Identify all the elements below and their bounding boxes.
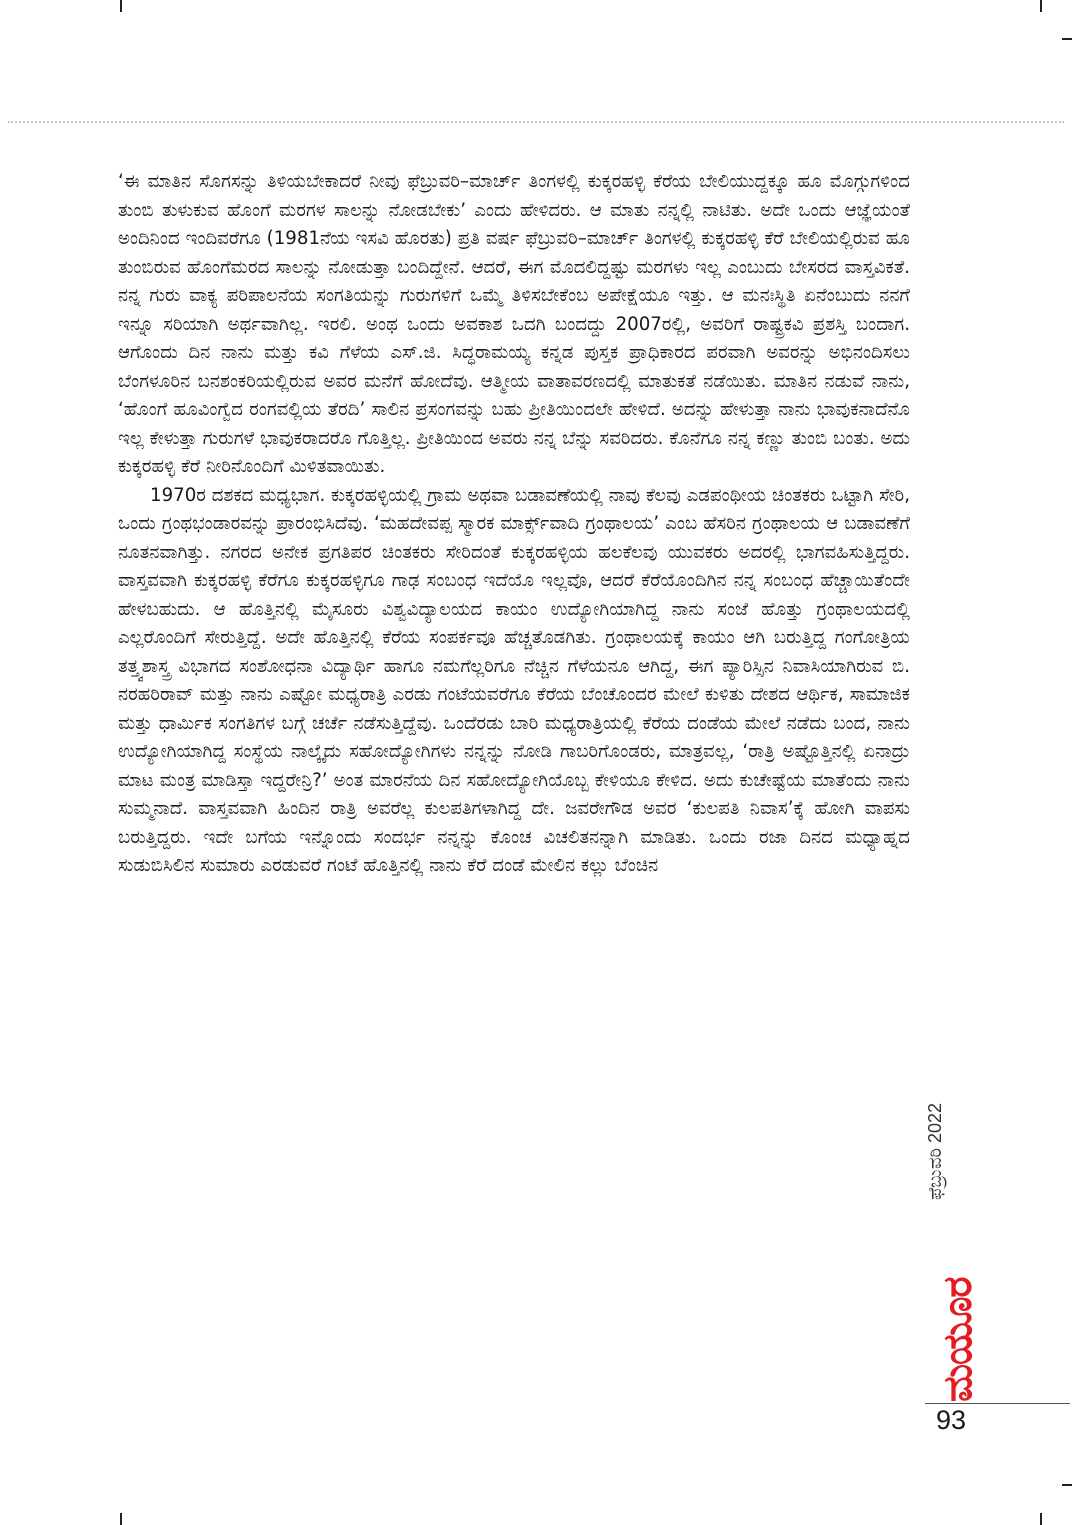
crop-mark-top-right (1040, 0, 1042, 12)
page-number: 93 (936, 1405, 967, 1435)
crop-mark-top-left (120, 0, 122, 12)
header-dotted-rule (8, 121, 1064, 123)
crop-mark-right-upper (1062, 38, 1072, 40)
crop-mark-bottom-right (1040, 1513, 1042, 1525)
article-paragraph: ‘ಈ ಮಾತಿನ ಸೊಗಸನ್ನು ತಿಳಿಯಬೇಕಾದರೆ ನೀವು ಫೆಬ್ರುವರಿ–ಮಾರ್ಚ್ ತಿಂಗಳಲ್ಲಿ ಕುಕ್ಕರಹಳ್ಳಿ ಕೆರೆಯ ಬೇಲಿಯುದ್ದಕ್ಕೂ ಹೂ ಮೊಗ್ಗುಗಳಿಂದ ತುಂಬಿ ತುಳುಕುವ ಹೊಂಗೆ ಮರಗಳ ಸಾಲನ್ನು ನೋಡಬೇಕು’ ಎಂದು ಹೇಳಿದರು. ಆ ಮಾತು ನನ್ನಲ್ಲಿ ನಾಟಿತು. ಅದೇ ಒಂದು ಆಜ್ಞೆಯಂತೆ ಅಂದಿನಿಂದ ಇಂದಿವರೆಗೂ (1981ನೆಯ ಇಸವಿ ಹೊರತು) ಪ್ರತಿ ವರ್ಷ ಫೆಬ್ರುವರಿ–ಮಾರ್ಚ್ ತಿಂಗಳಲ್ಲಿ ಕುಕ್ಕರಹಳ್ಳಿ ಕೆರೆ ಬೇಲಿಯಲ್ಲಿರುವ ಹೂ ತುಂಬಿರುವ ಹೊಂಗೆಮರದ ಸಾಲನ್ನು ನೋಡುತ್ತಾ ಬಂದಿದ್ದೇನೆ. ಆದರೆ, ಈಗ ಮೊದಲಿದ್ದಷ್ಟು ಮರಗಳು ಇಲ್ಲ ಎಂಬುದು ಬೇಸರದ ವಾಸ್ತವಿಕತೆ. ನನ್ನ ಗುರು ವಾಕ್ಯ ಪರಿಪಾಲನೆಯ ಸಂಗತಿಯನ್ನು ಗುರುಗಳಿಗೆ ಒಮ್ಮೆ ತಿಳಿಸಬೇಕೆಂಬ ಅಪೇಕ್ಷೆಯೂ ಇತ್ತು. ಆ ಮನಃಸ್ಥಿತಿ ಏನೆಂಬುದು ನನಗೆ ಇನ್ನೂ ಸರಿಯಾಗಿ ಅರ್ಥವಾಗಿಲ್ಲ. ಇರಲಿ. ಅಂಥ ಒಂದು ಅವಕಾಶ ಒದಗಿ ಬಂದದ್ದು 2007ರಲ್ಲಿ, ಅವರಿಗೆ ರಾಷ್ಟ್ರಕವಿ ಪ್ರಶಸ್ತಿ ಬಂದಾಗ. ಆಗೊಂದು ದಿನ ನಾನು ಮತ್ತು ಕವಿ ಗೆಳೆಯ ಎಸ್.ಜಿ. ಸಿದ್ಧರಾಮಯ್ಯ ಕನ್ನಡ ಪುಸ್ತಕ ಪ್ರಾಧಿಕಾರದ ಪರವಾಗಿ ಅವರನ್ನು ಅಭಿನಂದಿಸಲು ಬೆಂಗಳೂರಿನ ಬನಶಂಕರಿಯಲ್ಲಿರುವ ಅವರ ಮನೆಗೆ ಹೋದೆವು. ಆತ್ಮೀಯ ವಾತಾವರಣದಲ್ಲಿ ಮಾತುಕತೆ ನಡೆಯಿತು. ಮಾತಿನ ನಡುವೆ ನಾನು, ‘ಹೊಂಗೆ ಹೂವಿಂಗ್ವೆದ ರಂಗವಲ್ಲಿಯ ತೆರದಿ’ ಸಾಲಿನ ಪ್ರಸಂಗವನ್ನು ಬಹು ಪ್ರೀತಿಯಿಂದಲೇ ಹೇಳಿದೆ. ಅದನ್ನು ಹೇಳುತ್ತಾ ನಾನು ಭಾವುಕನಾದೆನೊ ಇಲ್ಲ ಕೇಳುತ್ತಾ ಗುರುಗಳೆ ಭಾವುಕರಾದರೊ ಗೊತ್ತಿಲ್ಲ. ಪ್ರೀತಿಯಿಂದ ಅವರು ನನ್ನ ಬೆನ್ನು ಸವರಿದರು. ಕೊನೆಗೂ ನನ್ನ ಕಣ್ಣು ತುಂಬಿ ಬಂತು. ಅದು ಕುಕ್ಕರಹಳ್ಳಿ ಕೆರೆ ನೀರಿನೊಂದಿಗೆ ಮಿಳಿತವಾಯಿತು. (118, 171, 910, 477)
magazine-logo: ಮಯೂರ (935, 1277, 981, 1402)
article-body (118, 168, 910, 881)
folio-rule (925, 1403, 1070, 1404)
article-paragraph: 1970ರ ದಶಕದ ಮಧ್ಯಭಾಗ. ಕುಕ್ಕರಹಳ್ಳಿಯಲ್ಲಿ ಗ್ರಾಮ ಅಥವಾ ಬಡಾವಣೆಯಲ್ಲಿ ನಾವು ಕೆಲವು ಎಡಪಂಥೀಯ ಚಿಂತಕರು ಒಟ್ಟಾಗಿ ಸೇರಿ, ಒಂದು ಗ್ರಂಥಭಂಡಾರವನ್ನು ಪ್ರಾರಂಭಿಸಿದೆವು. ‘ಮಹದೇವಪ್ಪ ಸ್ಮಾರಕ ಮಾರ್ಕ್ಸ್‌ವಾದಿ ಗ್ರಂಥಾಲಯ’ ಎಂಬ ಹೆಸರಿನ ಗ್ರಂಥಾಲಯ ಆ ಬಡಾವಣೆಗೆ ನೂತನವಾಗಿತ್ತು. ನಗರದ ಅನೇಕ ಪ್ರಗತಿಪರ ಚಿಂತಕರು ಸೇರಿದಂತೆ ಕುಕ್ಕರಹಳ್ಳಿಯ ಹಲಕೆಲವು ಯುವಕರು ಅದರಲ್ಲಿ ಭಾಗವಹಿಸುತ್ತಿದ್ದರು. ವಾಸ್ತವವಾಗಿ ಕುಕ್ಕರಹಳ್ಳಿ ಕೆರೆಗೂ ಕುಕ್ಕರಹಳ್ಳಿಗೂ ಗಾಢ ಸಂಬಂಧ ಇದೆಯೊ ಇಲ್ಲವೊ, ಆದರೆ ಕೆರೆಯೊಂದಿಗಿನ ನನ್ನ ಸಂಬಂಧ ಹೆಚ್ಚಾಯಿತೆಂದೇ ಹೇಳಬಹುದು. ಆ ಹೊತ್ತಿನಲ್ಲಿ ಮೈಸೂರು ವಿಶ್ವವಿದ್ಯಾಲಯದ ಕಾಯಂ ಉದ್ಯೋಗಿಯಾಗಿದ್ದ ನಾನು ಸಂಜೆ ಹೊತ್ತು ಗ್ರಂಥಾಲಯದಲ್ಲಿ ಎಲ್ಲರೊಂದಿಗೆ ಸೇರುತ್ತಿದ್ದೆ. ಅದೇ ಹೊತ್ತಿನಲ್ಲಿ ಕೆರೆಯ ಸಂಪರ್ಕವೂ ಹೆಚ್ಚತೊಡಗಿತು. ಗ್ರಂಥಾಲಯಕ್ಕೆ ಕಾಯಂ ಆಗಿ ಬರುತ್ತಿದ್ದ ಗಂಗೋತ್ರಿಯ ತತ್ತ್ವಶಾಸ್ತ್ರ ವಿಭಾಗದ ಸಂಶೋಧನಾ ವಿದ್ಯಾರ್ಥಿ ಹಾಗೂ ನಮಗೆಲ್ಲರಿಗೂ ನೆಚ್ಚಿನ ಗೆಳೆಯನೂ ಆಗಿದ್ದ, ಈಗ ಪ್ಯಾರಿಸ್ಸಿನ ನಿವಾಸಿಯಾಗಿರುವ ಬಿ. ನರಹರಿರಾವ್ ಮತ್ತು ನಾನು ಎಷ್ಟೋ ಮಧ್ಯರಾತ್ರಿ ಎರಡು ಗಂಟೆಯವರೆಗೂ ಕೆರೆಯ ಬೆಂಚೊಂದರ ಮೇಲೆ ಕುಳಿತು ದೇಶದ ಆರ್ಥಿಕ, ಸಾಮಾಜಿಕ ಮತ್ತು ಧಾರ್ಮಿಕ ಸಂಗತಿಗಳ ಬಗ್ಗೆ ಚರ್ಚೆ ನಡೆಸುತ್ತಿದ್ದೆವು. ಒಂದೆರಡು ಬಾರಿ ಮಧ್ಯರಾತ್ರಿಯಲ್ಲಿ ಕೆರೆಯ ದಂಡೆಯ ಮೇಲೆ ನಡೆದು ಬಂದ, ನಾನು ಉದ್ಯೋಗಿಯಾಗಿದ್ದ ಸಂಸ್ಥೆಯ ನಾಲ್ಕೈದು ಸಹೋದ್ಯೋಗಿಗಳು ನನ್ನನ್ನು ನೋಡಿ ಗಾಬರಿಗೊಂಡರು, ಮಾತ್ರವಲ್ಲ, ‘ರಾತ್ರಿ ಅಷ್ಟೊತ್ತಿನಲ್ಲಿ ಏನಾದ್ರು ಮಾಟ ಮಂತ್ರ ಮಾಡಿಸ್ತಾ ಇದ್ದರೇನ್ರಿ?’ ಅಂತ ಮಾರನೆಯ ದಿನ ಸಹೋದ್ಯೋಗಿಯೊಬ್ಬ ಕೇಳಿಯೂ ಕೇಳಿದ. ಅದು ಕುಚೇಷ್ಟೆಯ ಮಾತೆಂದು ನಾನು ಸುಮ್ಮನಾದೆ. ವಾಸ್ತವವಾಗಿ ಹಿಂದಿನ ರಾತ್ರಿ ಅವರೆಲ್ಲ ಕುಲಪತಿಗಳಾಗಿದ್ದ ದೇ. ಜವರೇಗೌಡ ಅವರ ‘ಕುಲಪತಿ ನಿವಾಸ’ಕ್ಕೆ ಹೋಗಿ ವಾಪಸು ಬರುತ್ತಿದ್ದರು. ಇದೇ ಬಗೆಯ ಇನ್ನೊಂದು ಸಂದರ್ಭ ನನ್ನನ್ನು ಕೊಂಚ ವಿಚಲಿತನನ್ನಾಗಿ ಮಾಡಿತು. ಒಂದು ರಜಾ ದಿನದ ಮಧ್ಯಾಹ್ನದ ಸುಡುಬಿಸಿಲಿನ ಸುಮಾರು ಎರಡುವರೆ ಗಂಟೆ ಹೊತ್ತಿನಲ್ಲಿ ನಾನು ಕೆರೆ ದಂಡೆ ಮೇಲಿನ ಕಲ್ಲು ಬೆಂಚಿನ (118, 484, 910, 876)
crop-mark-right-lower (1062, 1484, 1072, 1486)
issue-date: ಫೆಬ್ರುವರಿ 2022 (925, 1102, 945, 1200)
crop-mark-bottom-left (120, 1513, 122, 1525)
